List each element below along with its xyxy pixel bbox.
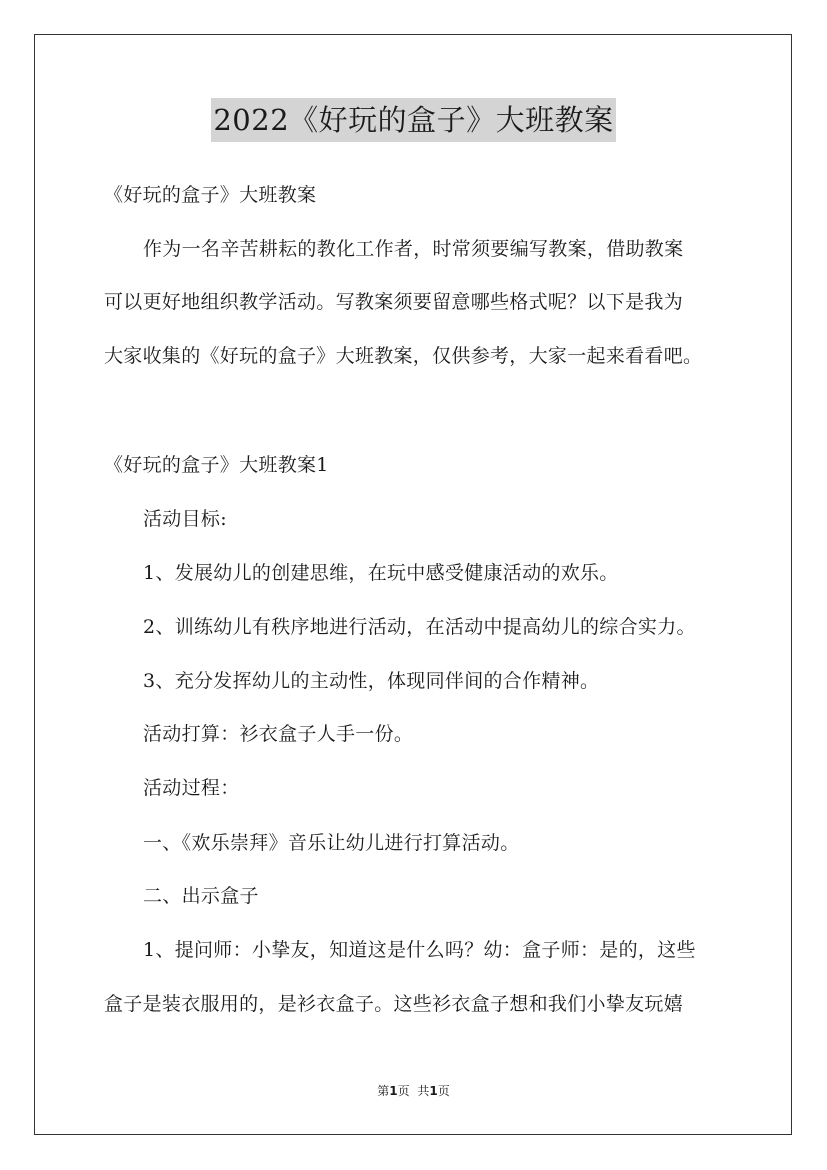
- paragraph-line: 盒子是装衣服用的，是衫衣盒子。这些衫衣盒子想和我们小挚友玩嬉: [104, 993, 684, 1015]
- title-container: [0, 98, 827, 142]
- paragraph-line: 活动过程：: [143, 777, 240, 799]
- paragraph-line: 作为一名辛苦耕耘的教化工作者，时常须要编写教案，借助教案: [143, 238, 684, 260]
- paragraph-line: 二、出示盒子: [143, 885, 259, 907]
- footer-total-number: 1: [429, 1084, 438, 1098]
- paragraph-line: 1、提问师：小挚友，知道这是什么吗？幼：盒子师：是的，这些: [143, 939, 696, 961]
- paragraph-line: 一、《欢乐崇拜》音乐让幼儿进行打算活动。: [143, 832, 520, 854]
- paragraph-line: 大家收集的《好玩的盒子》大班教案，仅供参考，大家一起来看看吧。: [104, 345, 703, 367]
- paragraph-line: 可以更好地组织教学活动。写教案须要留意哪些格式呢？以下是我为: [104, 291, 684, 313]
- footer-page-number: 1: [389, 1084, 398, 1098]
- list-item: 3、充分发挥幼儿的主动性，体现同伴间的合作精神。: [143, 670, 600, 692]
- page-footer: [0, 1083, 827, 1099]
- section-heading: 《好玩的盒子》大班教案1: [104, 454, 329, 476]
- footer-page-prefix: 第: [377, 1084, 390, 1098]
- footer-total-suffix: 页: [437, 1084, 450, 1098]
- footer-total-prefix: 共: [417, 1084, 430, 1098]
- paragraph-line: 活动目标:: [143, 508, 227, 530]
- list-item: 1、发展幼儿的创建思维，在玩中感受健康活动的欢乐。: [143, 562, 619, 584]
- paragraph-line: 活动打算：衫衣盒子人手一份。: [143, 723, 414, 745]
- document-title: 2022《好玩的盒子》大班教案: [211, 98, 615, 142]
- list-item: 2、训练幼儿有秩序地进行活动，在活动中提高幼儿的综合实力。: [143, 616, 696, 638]
- footer-page-suffix: 页: [397, 1084, 410, 1098]
- document-subtitle: 《好玩的盒子》大班教案: [104, 184, 317, 206]
